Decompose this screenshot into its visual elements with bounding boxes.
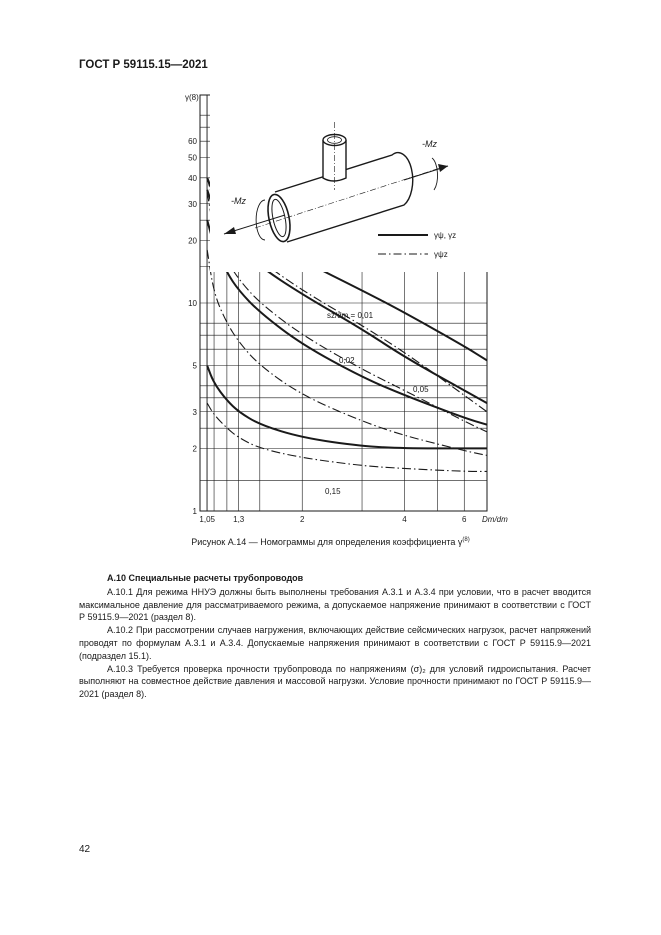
- series-curve-dash-dot: [207, 250, 487, 456]
- series-curve-dash-dot: [207, 403, 487, 471]
- paragraph-a10-1: А.10.1 Для режима ННУЭ должны быть выполнены требования А.3.1 и А.3.4 при условии, что в расчет вводится максимальное давление для рассматриваемого режима, а допускаемое напряжение принимают в соответствии с ГОСТ Р 59115.9—2021 (раздел 8).: [79, 586, 591, 623]
- y-tick-label: 5: [192, 361, 197, 371]
- caption-sup: (8): [462, 537, 470, 543]
- moment-label-left: -Mz: [231, 196, 246, 206]
- moment-label-right: -Mz: [422, 139, 437, 149]
- y-tick-label: 3: [192, 407, 197, 417]
- document-header: ГОСТ Р 59115.15—2021: [79, 59, 208, 71]
- caption-text: Рисунок А.14 — Номограммы для определения коэффициента γ: [191, 537, 463, 547]
- legend-solid-label: γψ, γz: [434, 231, 457, 240]
- y-tick-label: 20: [188, 236, 197, 246]
- figure-caption: [0, 537, 661, 547]
- section-a10: [79, 572, 591, 701]
- x-tick-label: 4: [402, 515, 407, 524]
- y-tick-label: 2: [192, 444, 197, 454]
- curve-label-015: 0,15: [325, 487, 341, 496]
- y-tick-label: 10: [188, 299, 197, 308]
- y-tick-label: 30: [188, 199, 197, 209]
- x-tick-label: 2: [300, 515, 305, 524]
- y-tick-label: 1: [192, 507, 197, 516]
- series-curve-solid: [207, 366, 487, 449]
- legend-dashdot-label: γψz: [434, 250, 448, 259]
- paragraph-a10-3: А.10.3 Требуется проверка прочности трубопровода по напряжениям (σ)₂ для условий гидроиспытания. Расчет выполняют на совместное действие давления и массовой нагрузки. Условие прочности принимают по ГОСТ Р 59115.9—2021 (раздел 8).: [79, 663, 591, 700]
- y-tick-label: 60: [188, 137, 197, 147]
- curve-label-005: 0,05: [413, 385, 429, 394]
- pipe-illustration: [210, 94, 488, 272]
- x-tick-label: 6: [462, 515, 467, 524]
- page-number: 42: [79, 844, 91, 855]
- x-tick-label: 1,3: [233, 515, 245, 524]
- y-axis-title: γ(8): [185, 93, 199, 102]
- paragraph-a10-2: А.10.2 При рассмотрении случаев нагружения, включающих действие сейсмических нагрузок, расчет напряжений проводят по формулам А.3.1 и А.3.4. Допускаемые напряжения принимают в соответствии с ГОСТ Р 59115.9—2021 (подраздел 15.1).: [79, 625, 591, 661]
- y-tick-label: 50: [188, 153, 197, 163]
- x-tick-label: 1,05: [199, 515, 215, 524]
- section-heading: А.10 Специальные расчеты трубопроводов: [107, 573, 304, 583]
- curve-label-001: sz/dm = 0,01: [327, 311, 374, 320]
- y-tick-label: 40: [188, 173, 197, 183]
- curve-label-002: 0,02: [339, 356, 355, 365]
- x-axis-title: Dm/dm: [482, 515, 508, 524]
